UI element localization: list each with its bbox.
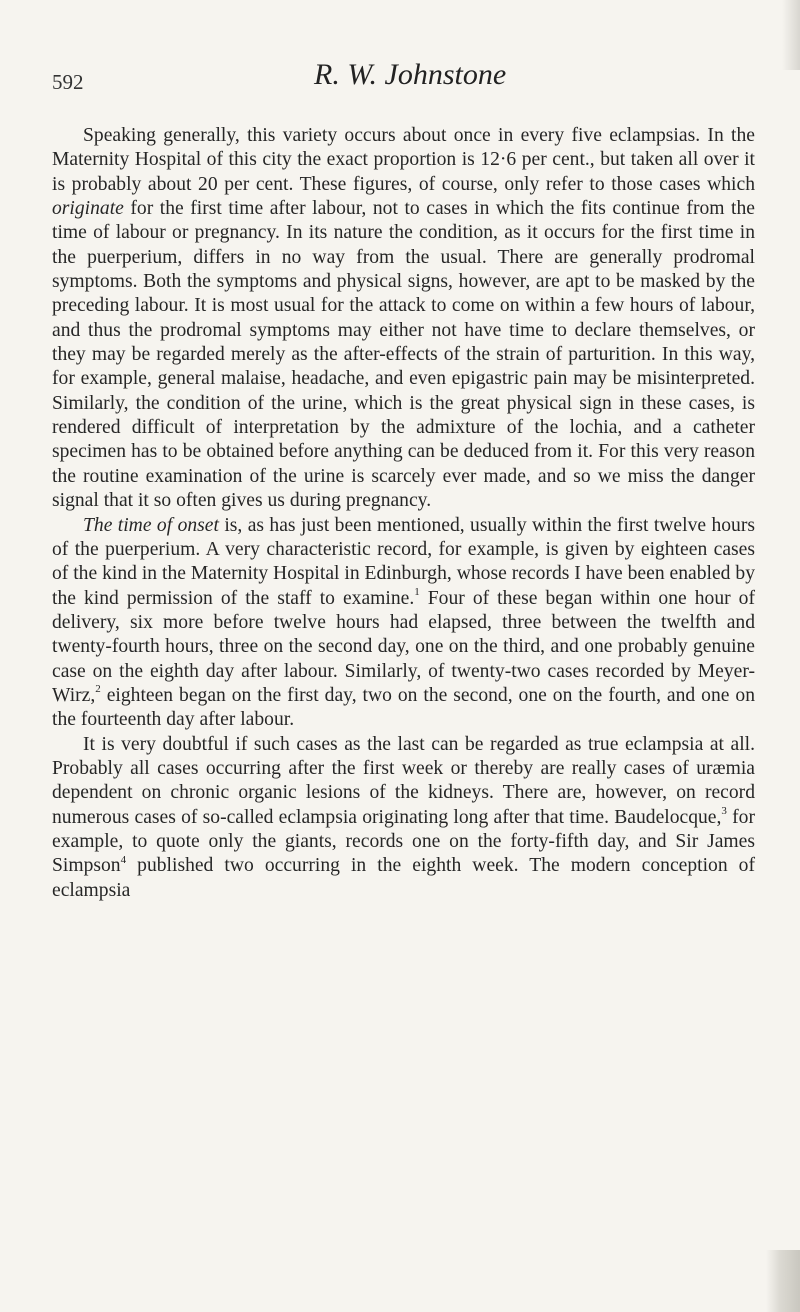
paragraph <box>52 124 755 514</box>
text-run: for the first time after labour, not to cases in which the fits continue from the time of labour or pregnancy. In its nature the condition, as it occurs for the first time in the puerperium, differs in no way from the usual. There are generally prodromal symptoms. Both the symptoms and physical signs, however, are apt to be masked by the preceding labour. It is most usual for the attack to come on within a few hours of labour, and thus the prodromal symptoms may either not have time to declare themselves, or they may be regarded merely as the after-effects of the strain of parturition. In this way, for example, general malaise, headache, and even epigastric pain may be misinterpreted. Similarly, the condition of the urine, which is the great physical sign in these cases, is rendered difficult of interpretation by the admixture of the lochia, and a catheter specimen has to be obtained before anything can be deduced from it. For this very reason the routine examination of the urine is scarcely ever made, and so we miss the danger signal that it so often gives us during pregnancy. <box>52 198 755 512</box>
italic-text: originate <box>52 198 124 220</box>
text-run: for example, to quote only the giants, records one on the forty-fifth day, and Sir James Simpson <box>52 806 755 877</box>
italic-text: The time of onset <box>83 514 219 536</box>
page-header <box>52 58 752 98</box>
paragraph <box>52 733 755 903</box>
text-run: eighteen began on the first day, two on the second, one on the fourth, and one on the fourteenth day after labour. <box>52 684 755 731</box>
text-run: published two occurring in the eighth week. The modern conception of eclampsia <box>52 855 755 901</box>
body-text <box>52 124 755 903</box>
page-edge-shadow <box>782 0 800 70</box>
footnote-marker: 1 <box>414 586 420 598</box>
text-run: It is very doubtful if such cases as the last can be regarded as true eclampsia at all. Probably all cases occurring after the first week or thereby are really cases of uræmia dependent on chronic organic lesions of the kidneys. There are, however, on record numerous cases of so-called eclampsia originating long after that time. Baudelocque, <box>52 733 755 828</box>
running-title: R. W. Johnstone <box>314 58 507 91</box>
text-run: is, as has just been mentioned, usually within the first twelve hours of the puerperium. A very characteristic record, for example, is given by eighteen cases of the kind in the Maternity Hospital in Edinburgh, whose records I have been enabled by the kind permission of the staff to examine. <box>52 514 755 609</box>
footnote-marker: 4 <box>120 853 127 866</box>
text-run: Speaking generally, this variety occurs about once in every five eclampsias. In the Maternity Hospital of this city the exact proportion is 12·6 per cent., but taken all over it is probably about 20 per cent. These figures, of course, only refer to those cases which <box>52 125 755 195</box>
paragraph <box>52 514 755 733</box>
page-corner-mark <box>766 1250 800 1312</box>
text-run: Four of these began within one hour of delivery, six more before twelve hours had elapsed, three between the twelfth and twenty-fourth hours, three on the second day, one on the third, and one probably genuine case on the eighth day after labour. Similarly, of twenty-two cases recorded by Meyer-Wirz, <box>52 587 755 706</box>
footnote-marker: 3 <box>721 805 727 818</box>
page-number: 592 <box>52 70 84 94</box>
footnote-marker: 2 <box>95 683 101 696</box>
